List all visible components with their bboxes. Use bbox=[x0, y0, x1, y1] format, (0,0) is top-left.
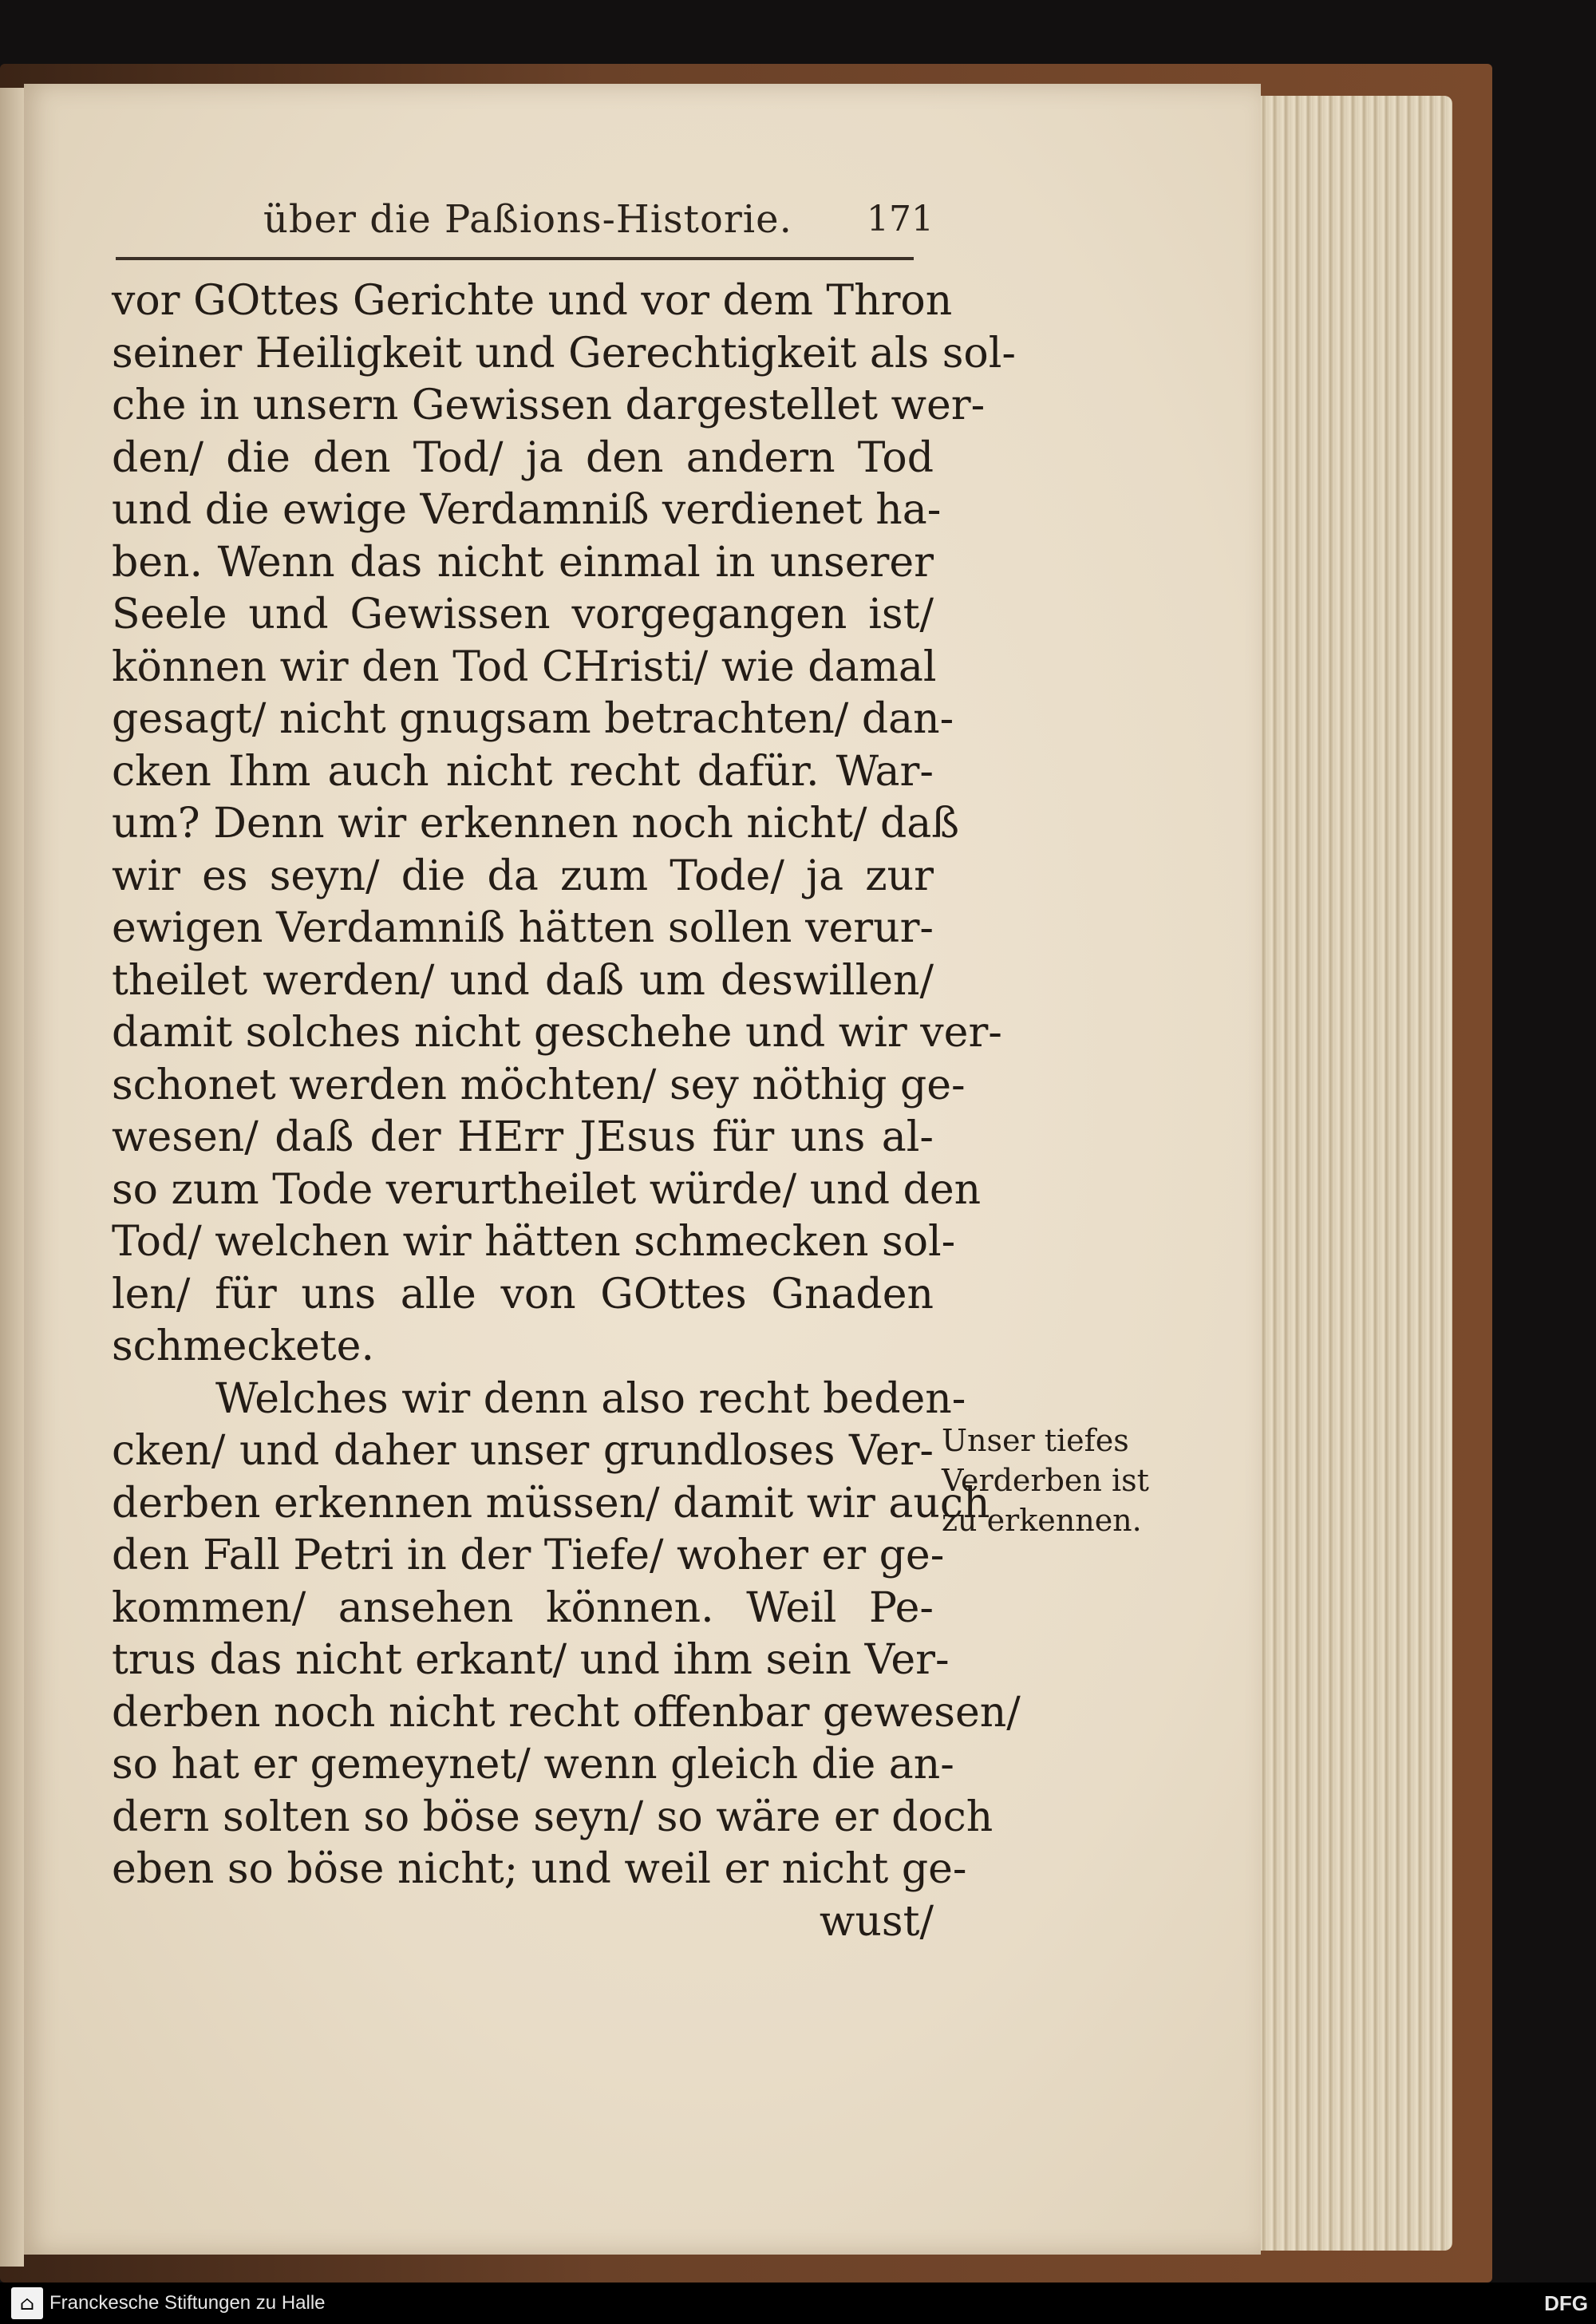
text-line: den/ die den Tod/ ja den andern Tod bbox=[112, 433, 934, 482]
text-line: um? Denn wir erkennen noch nicht/ daß bbox=[112, 800, 960, 848]
text-line: len/ für uns alle von GOttes Gnaden bbox=[112, 1270, 934, 1318]
text-line: kommen/ ansehen können. Weil Pe- bbox=[112, 1583, 934, 1632]
text-line: so hat er gemeynet/ wenn gleich die an- bbox=[112, 1741, 954, 1788]
page-edges bbox=[1245, 96, 1452, 2251]
text-line: und die ewige Verdamniß verdienet ha- bbox=[112, 486, 942, 534]
footer-funder: DFG bbox=[1544, 2291, 1588, 2315]
page-number: 171 bbox=[867, 199, 934, 239]
text-line: che in unsern Gewissen dargestellet wer- bbox=[112, 381, 986, 429]
text-line: derben erkennen müssen/ damit wir auch bbox=[112, 1479, 990, 1528]
text-line: gesagt/ nicht gnugsam betrachten/ dan- bbox=[112, 695, 954, 743]
text-line: Welches wir denn also recht beden- bbox=[215, 1374, 966, 1423]
text-line: schmeckete. bbox=[112, 1322, 374, 1370]
footer-institution: Franckesche Stiftungen zu Halle bbox=[49, 2292, 326, 2314]
text-line: damit solches nicht geschehe und wir ver- bbox=[112, 1009, 1002, 1057]
text-line: können wir den Tod CHristi/ wie damal bbox=[112, 642, 937, 691]
text-line: Seele und Gewissen vorgegangen ist/ bbox=[112, 591, 934, 638]
text-line: ewigen Verdamniß hätten sollen verur- bbox=[112, 904, 934, 952]
text-line: cken/ und daher unser grundloses Ver- bbox=[112, 1427, 934, 1475]
text-line: cken Ihm auch nicht recht dafür. War- bbox=[112, 747, 934, 796]
catchword: wust/ bbox=[819, 1897, 934, 1946]
marginal-note bbox=[942, 1421, 1165, 1540]
text-line: seiner Heiligkeit und Gerechtigkeit als sol- bbox=[112, 329, 1016, 377]
institution-logo-icon: ⌂ bbox=[11, 2287, 43, 2319]
text-line: theilet werden/ und daß um deswillen/ bbox=[112, 956, 934, 1005]
text-line: den Fall Petri in der Tiefe/ woher er ge- bbox=[112, 1532, 945, 1579]
running-title: über die Paßions-Historie. bbox=[263, 197, 792, 242]
text-line: wir es seyn/ die da zum Tode/ ja zur bbox=[112, 852, 934, 900]
text-line: ben. Wenn das nicht einmal in unserer bbox=[112, 538, 934, 587]
text-line: eben so böse nicht; und weil er nicht ge- bbox=[112, 1845, 967, 1893]
marginal-line: zu erkennen. bbox=[942, 1503, 1142, 1538]
body-text bbox=[112, 275, 1021, 1948]
header-rule bbox=[116, 257, 914, 260]
facing-page-edge bbox=[0, 88, 24, 2267]
text-line: schonet werden möchten/ sey nöthig ge- bbox=[112, 1061, 966, 1109]
text-line: Tod/ welchen wir hätten schmecken sol- bbox=[112, 1218, 956, 1266]
marginal-line: Verderben ist bbox=[942, 1463, 1149, 1498]
text-line: so zum Tode verurtheilet würde/ und den bbox=[112, 1165, 982, 1214]
text-line: vor GOttes Gerichte und vor dem Thron bbox=[112, 277, 953, 325]
text-line: derben noch nicht recht offenbar gewesen/ bbox=[112, 1688, 1021, 1737]
text-line: dern solten so böse seyn/ so wäre er doch bbox=[112, 1792, 994, 1841]
marginal-line: Unser tiefes bbox=[942, 1423, 1129, 1458]
text-line: wesen/ daß der HErr JEsus für uns al- bbox=[112, 1113, 934, 1161]
text-line: trus das nicht erkant/ und ihm sein Ver- bbox=[112, 1636, 950, 1684]
